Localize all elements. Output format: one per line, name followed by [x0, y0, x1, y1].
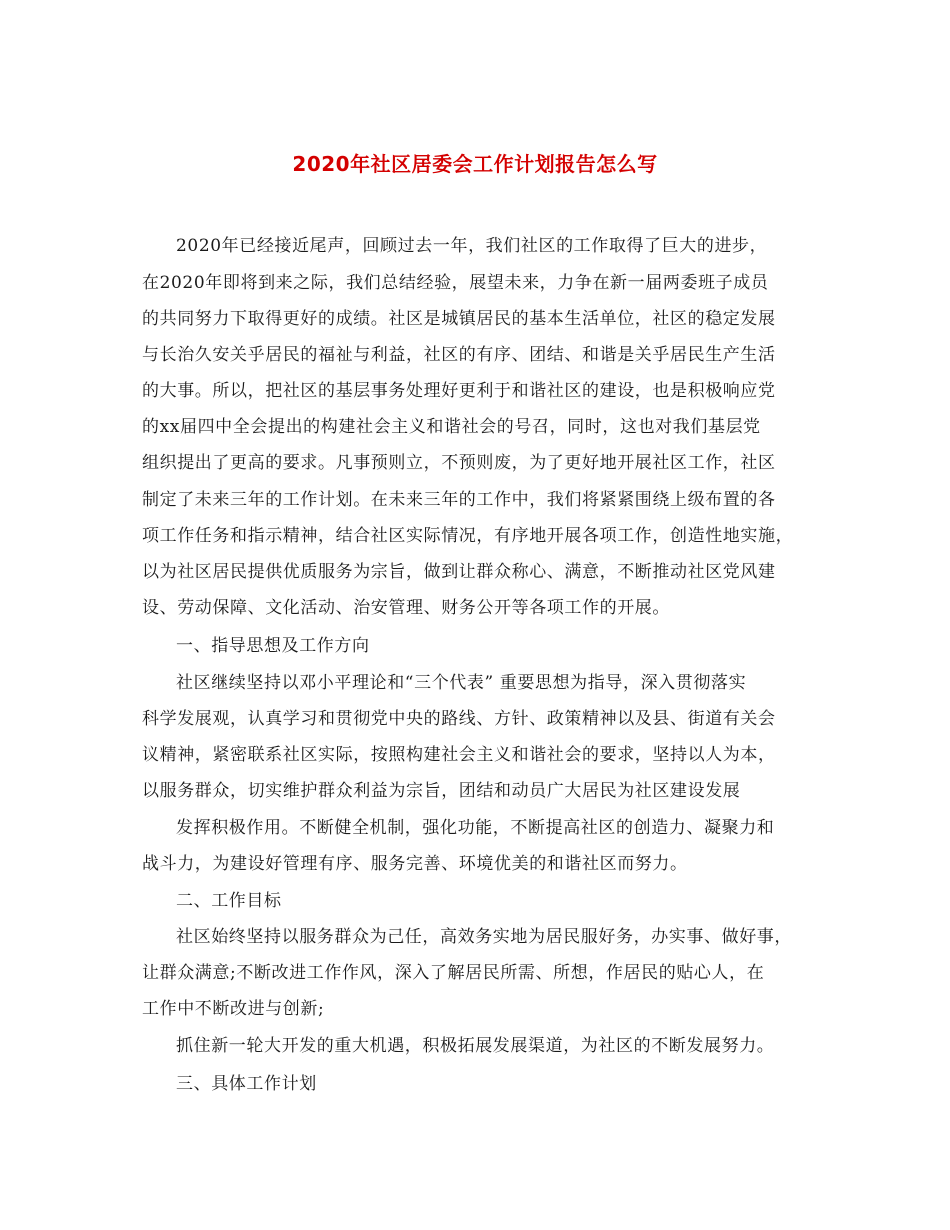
body-line: 让群众满意;不断改进工作作风，深入了解居民所需、所想，作居民的贴心人，在: [142, 963, 765, 983]
body-line: 与长治久安关乎居民的福祉与利益，社区的有序、团结、和谐是关乎居民生产生活: [142, 345, 776, 365]
body-line: 2020年已经接近尾声，回顾过去一年，我们社区的工作取得了巨大的进步，: [176, 236, 768, 256]
body-line: 项工作任务和指示精神，结合社区实际情况，有序地开展各项工作，创造性地实施，: [142, 526, 794, 546]
body-line: 的大事。所以，把社区的基层事务处理好更利于和谐社区的建设，也是积极响应党: [142, 381, 776, 401]
body-line: 组织提出了更高的要求。凡事预则立，不预则废，为了更好地开展社区工作，社区: [142, 453, 776, 473]
body-line: 的xx届四中全会提出的构建社会主义和谐社会的号召，同时，这也对我们基层党: [142, 417, 761, 437]
body-line: 科学发展观，认真学习和贯彻党中央的路线、方针、政策精神以及县、街道有关会: [142, 709, 776, 729]
body-line: 议精神，紧密联系社区实际，按照构建社会主义和谐社会的要求，坚持以人为本，: [142, 745, 776, 765]
section-heading: 三、具体工作计划: [176, 1074, 317, 1094]
body-line: 制定了未来三年的工作计划。在未来三年的工作中，我们将紧紧围绕上级布置的各: [142, 490, 776, 510]
body-line: 社区始终坚持以服务群众为己任，高效务实地为居民服好务，办实事、做好事，: [176, 927, 792, 947]
body-line: 工作中不断改进与创新;: [142, 999, 325, 1019]
body-line: 战斗力，为建设好管理有序、服务完善、环境优美的和谐社区而努力。: [142, 854, 688, 874]
section-heading: 二、工作目标: [176, 891, 282, 911]
body-line: 的共同努力下取得更好的成绩。社区是城镇居民的基本生活单位，社区的稳定发展: [142, 309, 776, 329]
document-title: 2020年社区居委会工作计划报告怎么写: [292, 152, 658, 176]
body-line: 设、劳动保障、文化活动、治安管理、财务公开等各项工作的开展。: [142, 598, 670, 618]
body-line: 社区继续坚持以邓小平理论和“三个代表” 重要思想为指导，深入贯彻落实: [176, 673, 747, 693]
body-line: 以为社区居民提供优质服务为宗旨，做到让群众称心、满意，不断推动社区党风建: [142, 562, 776, 582]
body-line: 以服务群众，切实维护群众利益为宗旨，团结和动员广大居民为社区建设发展: [142, 781, 741, 801]
body-line: 在2020年即将到来之际，我们总结经验，展望未来，力争在新一届两委班子成员: [142, 273, 769, 293]
section-heading: 一、指导思想及工作方向: [176, 636, 370, 656]
body-line: 抓住新一轮大开发的重大机遇，积极拓展发展渠道，为社区的不断发展努力。: [176, 1036, 775, 1056]
body-line: 发挥积极作用。不断健全机制，强化功能，不断提高社区的创造力、凝聚力和: [176, 818, 775, 838]
